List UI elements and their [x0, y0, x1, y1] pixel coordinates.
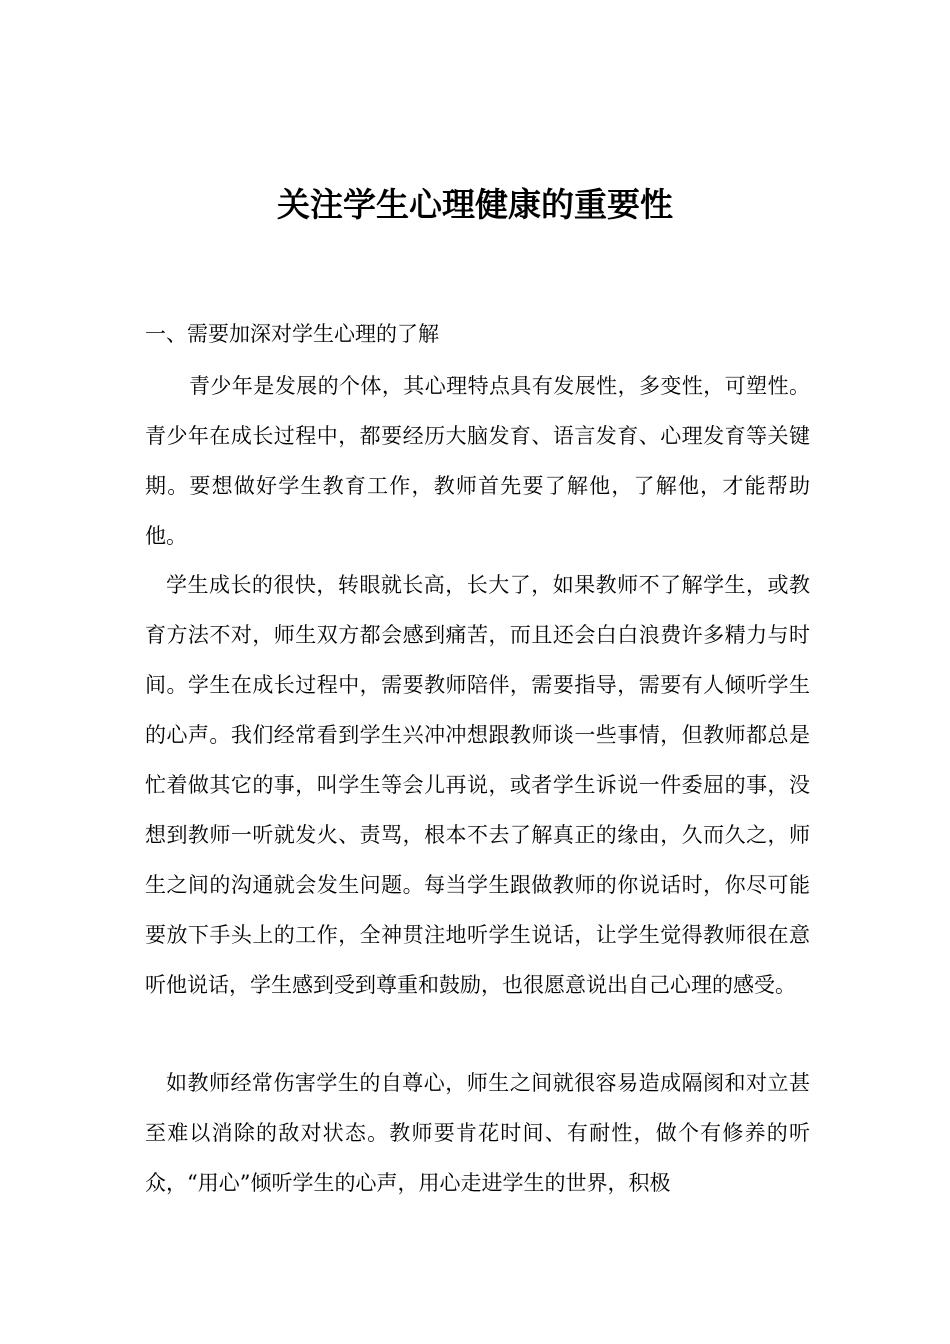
- paragraph-2: 学生成长的很快，转眼就长高，长大了，如果教师不了解学生，或教育方法不对，师生双方都会感到痛苦，而且还会白白浪费许多精力与时间。学生在成长过程中，需要教师陪伴，需要指导，需要有人倾听学生的心声。我们经常看到学生兴冲冲想跟教师谈一些事情，但教师都总是忙着做其它的事，叫学生等会儿再说，或者学生诉说一件委屈的事，没想到教师一听就发火、责骂，根本不去了解真正的缘由，久而久之，师生之间的沟通就会发生问题。每当学生跟做教师的你说话时，你尽可能要放下手头上的工作，全神贯注地听学生说话，让学生觉得教师很在意听他说话，学生感到受到尊重和鼓励，也很愿意说出自己心理的感受。: [145, 573, 810, 997]
- paragraph-1: 青少年是发展的个体，其心理特点具有发展性，多变性，可塑性。青少年在成长过程中，都要经历大脑发育、语言发育、心理发育等关键期。要想做好学生教育工作，教师首先要了解他，了解他，才能帮助他。: [145, 374, 810, 548]
- document-title: 关注学生心理健康的重要性: [277, 185, 673, 224]
- paragraph-3: 如教师经常伤害学生的自尊心，师生之间就很容易造成隔阂和对立甚至难以消除的敌对状态。教师要肯花时间、有耐性，做个有修养的听众，“用心”倾听学生的心声，用心走进学生的世界，积极: [145, 1071, 810, 1195]
- section-heading: 一、需要加深对学生心理的了解: [145, 322, 439, 346]
